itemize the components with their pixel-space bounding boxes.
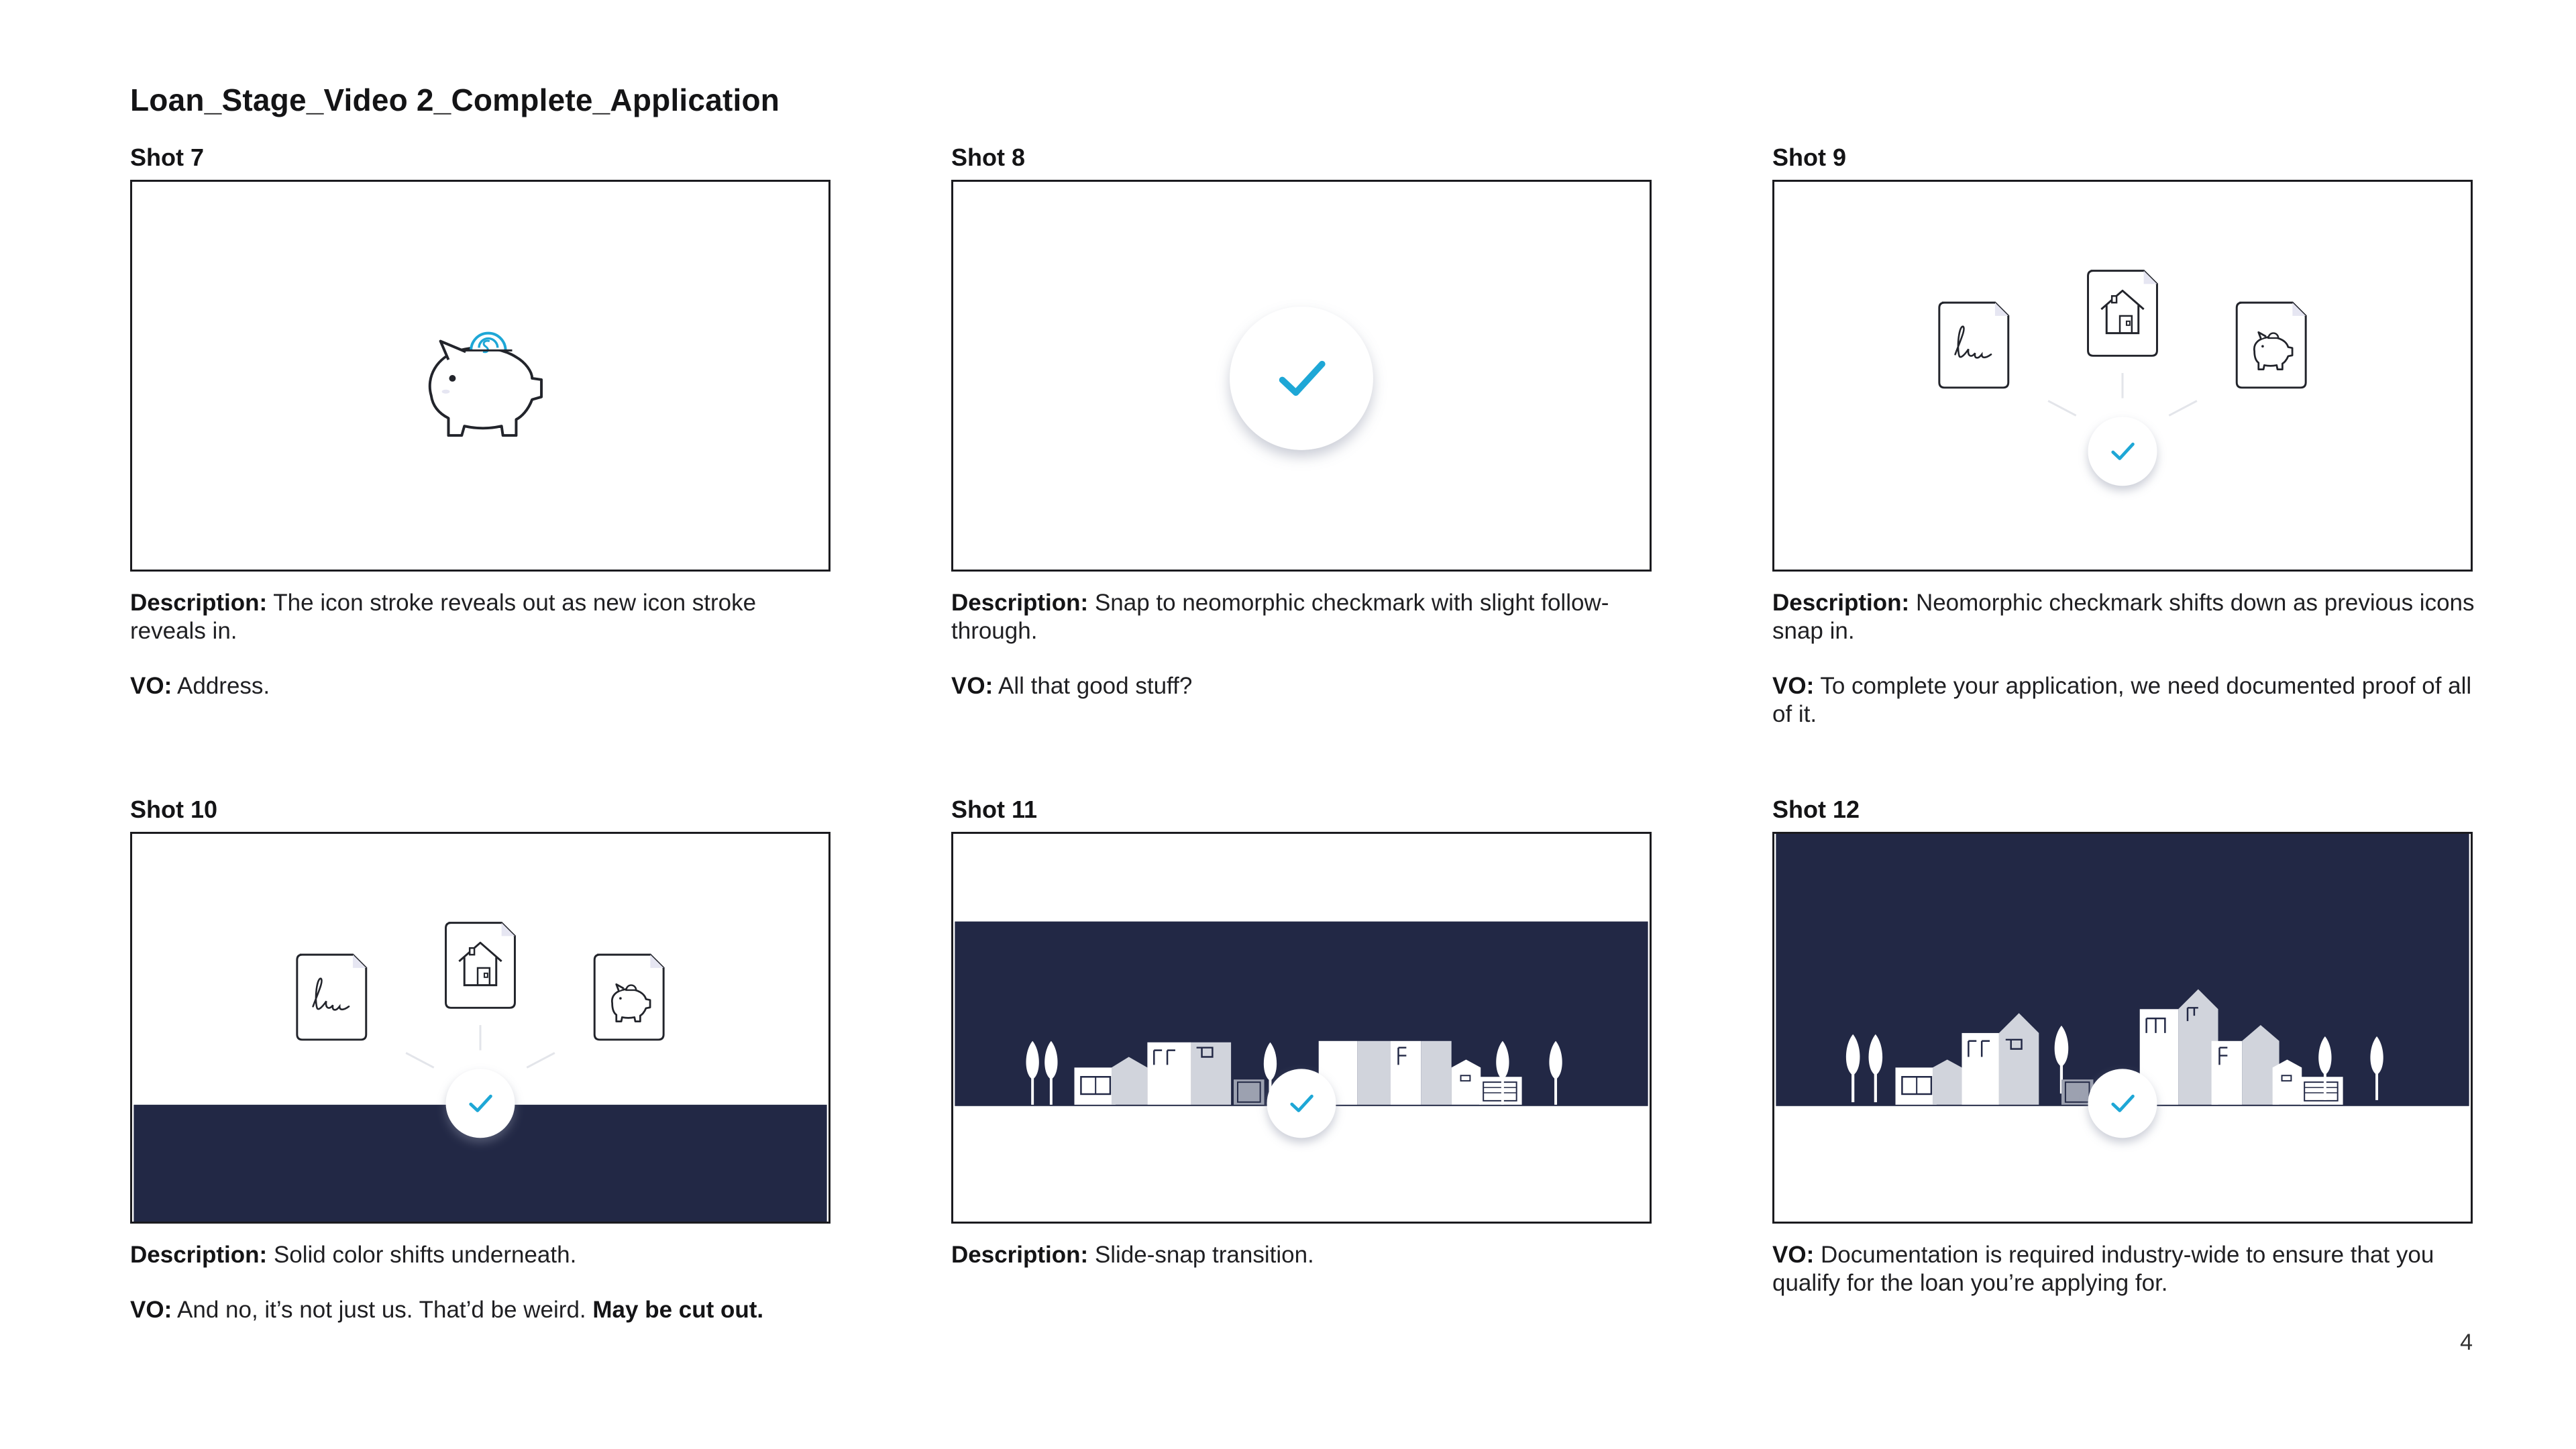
shot-8-frame (951, 180, 1652, 572)
shot-11-description: Description: Slide-snap transition. (951, 1242, 1314, 1268)
shot-10-vo: VO: And no, it’s not just us. That’d be weird. May be cut out. (130, 1297, 764, 1323)
shot-9-vo: VO: To complete your application, we need documented proof of all of it. (1772, 673, 2472, 727)
shot-8-label: Shot 8 (951, 144, 1026, 171)
house-document-icon (2088, 271, 2157, 356)
shot-7-label: Shot 7 (130, 144, 205, 171)
shot-8-description: Description: Snap to neomorphic checkmark with slight follow-through. (951, 590, 1609, 644)
piggy-bank-document-icon (594, 955, 663, 1040)
shot-12-frame (1772, 832, 2473, 1224)
piggy-bank-document-icon (2237, 303, 2306, 388)
signature-document-icon (1939, 303, 2008, 388)
shot-10-description: Description: Solid color shifts underneath. (130, 1242, 577, 1268)
shot-11-frame (951, 832, 1652, 1224)
shot-10-label: Shot 10 (130, 796, 218, 823)
page-number: 4 (2460, 1330, 2473, 1355)
shot-8-vo: VO: All that good stuff? (951, 673, 1193, 699)
shot-10-frame (130, 832, 830, 1224)
shot-7-description: Description: The icon stroke reveals out as new icon stroke reveals in. (130, 590, 757, 644)
signature-document-icon (297, 955, 366, 1040)
shot-9-frame (1772, 180, 2473, 572)
shot-9-label: Shot 9 (1772, 144, 1847, 171)
shot-7-frame (130, 180, 830, 572)
shot-9-description: Description: Neomorphic checkmark shifts down as previous icons snap in. (1772, 590, 2475, 644)
checkmark-icon (953, 182, 1650, 570)
shot-12-vo: VO: Documentation is required industry-wide to ensure that you qualify for the loan you’re applying for. (1772, 1242, 2434, 1296)
shot-11-label: Shot 11 (951, 796, 1038, 823)
shot-7-vo: VO: Address. (130, 673, 270, 699)
document-title: Loan_Stage_Video 2_Complete_Application (130, 83, 780, 117)
house-document-icon (446, 923, 515, 1008)
piggy-bank-icon (132, 182, 828, 570)
shot-12-label: Shot 12 (1772, 796, 1860, 823)
